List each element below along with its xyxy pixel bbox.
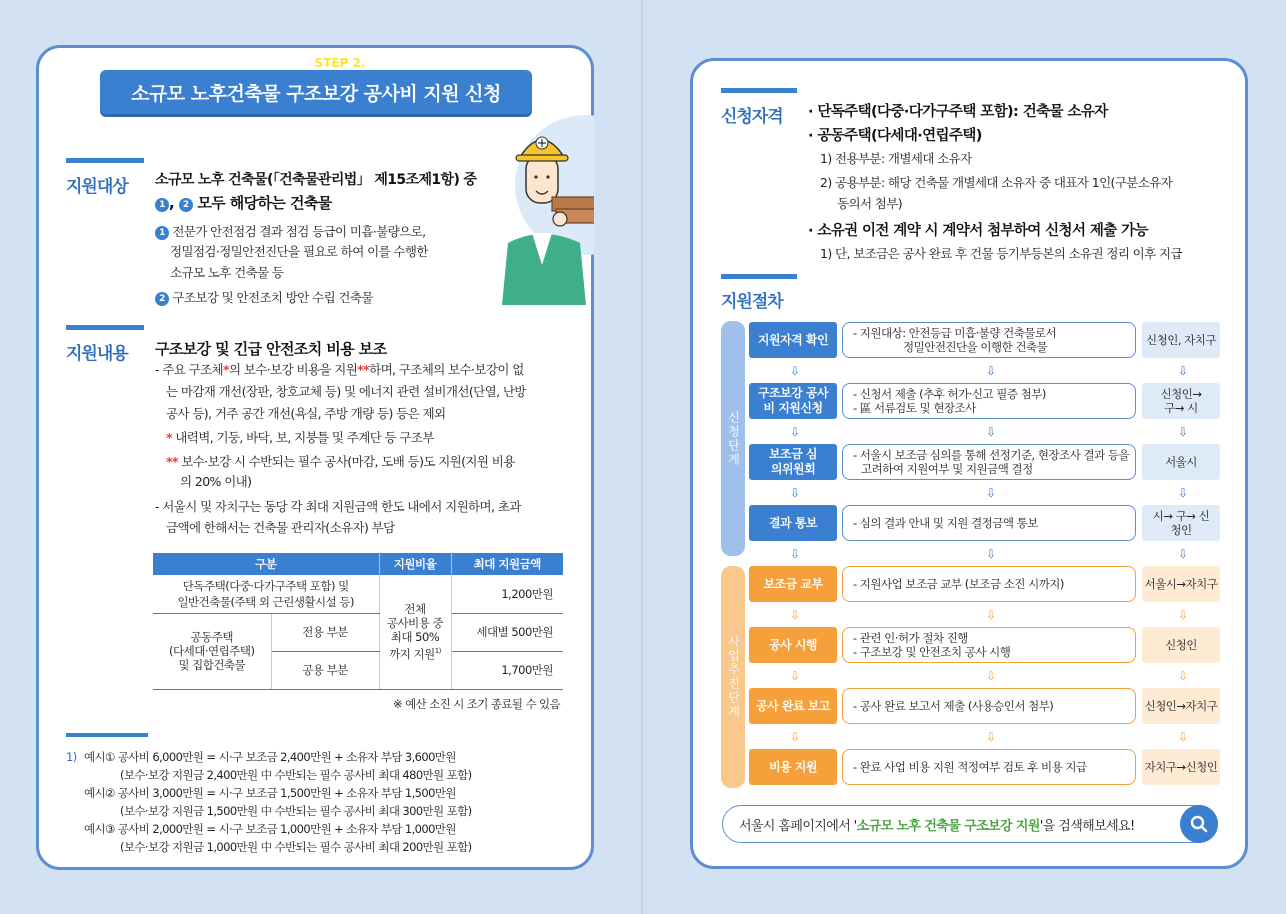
chevron-down-icon: ⇩ [986, 547, 997, 561]
section-bar [721, 88, 797, 93]
search-button[interactable] [1180, 805, 1218, 843]
search-icon [1189, 814, 1209, 834]
step-description: - 심의 결과 안내 및 지원 결정금액 통보 [842, 505, 1136, 541]
step-role: 서울시→자치구 [1142, 566, 1220, 602]
table-header: 지원비율 [379, 553, 451, 575]
section-heading-eligibility: 신청자격 [721, 107, 783, 127]
table-cell: 전용 부분 [271, 613, 379, 651]
target-item1-cont: 소규모 노후 건축물 등 [170, 265, 284, 280]
chevron-down-icon: ⇩ [1178, 486, 1189, 500]
content-note2-cont: 의 20% 이내) [180, 474, 252, 489]
support-table [153, 553, 563, 690]
content-note2: 보수·보강 시 수반되는 필수 공사(마감, 도배 등)도 지원(지원 비용 [181, 454, 515, 469]
eligibility-subitem: 1) 단, 보조금은 공사 완료 후 건물 등기부등본의 소유권 정리 이후 지급 [820, 246, 1182, 261]
section-bar [66, 733, 148, 737]
chevron-down-icon: ⇩ [1178, 425, 1189, 439]
eligibility-item: · 소유권 이전 계약 시 계약서 첨부하여 신청서 제출 가능 [808, 223, 1148, 239]
step-name: 구조보강 공사비 지원신청 [749, 383, 837, 419]
example-1: 예시① 공사비 6,000만원 = 시·구 보조금 2,400만원 + 소유자 부담 3,600만원 [84, 750, 456, 764]
content-paragraph2-cont: 금액에 한해서는 건축물 관리자(소유자) 부담 [166, 520, 395, 535]
table-cell-rate: 전체 공사비용 중 최대 50% 까지 지원$^{1)}$ [379, 575, 451, 689]
chevron-down-icon: ⇩ [1178, 547, 1189, 561]
target-line1: 소규모 노후 건축물(「건축물관리법」 제15조제1항) 중 [155, 172, 477, 188]
section-heading-content: 지원내용 [66, 344, 128, 364]
chevron-down-icon: ⇩ [986, 425, 997, 439]
eligibility-item: · 단독주택(다중·다가구주택 포함): 건축물 소유자 [808, 104, 1108, 120]
table-cell: 공용 부분 [271, 651, 379, 689]
step-description: - 지원사업 보조금 교부 (보조금 소진 시까지) [842, 566, 1136, 602]
step-description: - 서울시 보조금 심의를 통해 선정기준, 현장조사 결과 등을 고려하여 지원여부 및 지원금액 결정 [842, 444, 1136, 480]
table-cell: 공동주택 (다세대·연립주택) 및 집합건축물 [153, 613, 271, 689]
chevron-down-icon: ⇩ [1178, 730, 1189, 744]
target-item2: 구조보강 및 안전조치 방안 수립 건축물 [172, 290, 373, 305]
table-cell: 단독주택(다중·다가구주택 포함) 및 일반건축물(주택 외 근린생활시설 등) [153, 575, 379, 613]
section-bar [66, 158, 144, 163]
chevron-down-icon: ⇩ [790, 486, 801, 500]
step-role: 서울시 [1142, 444, 1220, 480]
chevron-down-icon: ⇩ [790, 425, 801, 439]
target-item1-cont: 정밀점검·정밀안전진단을 필요로 하여 이를 수행한 [170, 244, 428, 259]
example-3: 예시③ 공사비 2,000만원 = 시·구 보조금 1,000만원 + 소유자 부담 1,000만원 [84, 822, 456, 836]
section-heading-target: 지원대상 [66, 177, 128, 197]
chevron-down-icon: ⇩ [790, 364, 801, 378]
step-description: - 신청서 제출 (추후 허가·신고 필증 첨부) - 區 서류검토 및 현장조사 [842, 383, 1136, 419]
step-description: - 공사 완료 보고서 제출 (사용승인서 첨부) [842, 688, 1136, 724]
step-name: 공사 시행 [749, 627, 837, 663]
chevron-down-icon: ⇩ [790, 547, 801, 561]
eligibility-subitem-cont: 동의서 첨부) [837, 196, 903, 211]
chevron-down-icon: ⇩ [1178, 608, 1189, 622]
chevron-down-icon: ⇩ [1178, 364, 1189, 378]
step-description: - 완료 사업 비용 지원 적정여부 검토 후 비용 지급 [842, 749, 1136, 785]
page-title: 소규모 노후건축물 구조보강 공사비 지원 신청 [100, 70, 532, 114]
number-badge: 2 [155, 292, 169, 306]
step-name: 지원자격 확인 [749, 322, 837, 358]
step-label: STEP 2. [314, 56, 366, 70]
number-badge: 2 [179, 198, 193, 212]
chevron-down-icon: ⇩ [1178, 669, 1189, 683]
section-bar [66, 325, 144, 330]
eligibility-item: · 공동주택(다세대·연립주택) [808, 128, 982, 144]
stage-text: 신청단계 [726, 410, 741, 467]
eligibility-subitem: 2) 공용부분: 해당 건축물 개별세대 소유자 중 대표자 1인(구분소유자 [820, 175, 1173, 190]
step-description: - 지원대상: 안전등급 미흡·불량 건축물로서 정밀안전진단을 이행한 건축물 [842, 322, 1136, 358]
stage-label-apply [721, 321, 745, 556]
target-item1: 전문가 안전점검 결과 점검 등급이 미흡·불량으로, [172, 224, 426, 239]
table-cell: 세대별 500만원 [451, 613, 563, 651]
page-fold [641, 0, 643, 914]
example-1-detail: (보수·보강 지원금 2,400만원 中 수반되는 필수 공사비 최대 480만원 포함) [120, 768, 472, 782]
example-marker: 1) [66, 750, 77, 764]
chevron-down-icon: ⇩ [986, 364, 997, 378]
step-name: 공사 완료 보고 [749, 688, 837, 724]
content-title: 구조보강 및 긴급 안전조치 비용 보조 [155, 340, 387, 358]
table-cell: 1,200만원 [451, 575, 563, 613]
step-role: 신청인 [1142, 627, 1220, 663]
section-heading-procedure: 지원절차 [721, 292, 783, 312]
table-footnote: ※ 예산 소진 시 조기 종료될 수 있음 [393, 697, 561, 711]
step-role: 시→ 구→ 신청인 [1142, 505, 1220, 541]
stage-text: 사업추진단계 [726, 635, 741, 719]
table-cell: 1,700만원 [451, 651, 563, 689]
chevron-down-icon: ⇩ [986, 730, 997, 744]
step-name: 보조금 심의위원회 [749, 444, 837, 480]
search-keyword: 소규모 노후 건축물 구조보강 지원 [856, 818, 1040, 834]
example-2: 예시② 공사비 3,000만원 = 시·구 보조금 1,500만원 + 소유자 부담 1,500만원 [84, 786, 456, 800]
step-role: 신청인→자치구 [1142, 688, 1220, 724]
worker-illustration [490, 115, 594, 305]
stage-label-execute [721, 566, 745, 788]
content-paragraph-cont: 공사 등), 거주 공간 개선(욕실, 주방 개량 등) 등은 제외 [166, 406, 446, 421]
step-role: 자치구→신청인 [1142, 749, 1220, 785]
number-badge: 1 [155, 226, 169, 240]
chevron-down-icon: ⇩ [986, 669, 997, 683]
step-name: 비용 지원 [749, 749, 837, 785]
table-header: 최대 지원금액 [451, 553, 563, 575]
step-role: 신청인→ 구→ 시 [1142, 383, 1220, 419]
target-line2: 모두 해당하는 건축물 [197, 194, 332, 212]
table-header: 구분 [153, 553, 379, 575]
chevron-down-icon: ⇩ [986, 608, 997, 622]
section-bar [721, 274, 797, 279]
step-name: 보조금 교부 [749, 566, 837, 602]
content-paragraph-cont: 는 마감재 개선(장판, 창호교체 등) 및 에너지 관련 설비개선(단열, 난방 [166, 384, 526, 399]
content-note1: 내력벽, 기둥, 바닥, 보, 지붕틀 및 주계단 등 구조부 [175, 430, 434, 445]
chevron-down-icon: ⇩ [986, 486, 997, 500]
search-prompt[interactable]: 서울시 홈페이지에서 ' 소규모 노후 건축물 구조보강 지원 '을 검색해보세요! [722, 805, 1218, 843]
chevron-down-icon: ⇩ [790, 669, 801, 683]
chevron-down-icon: ⇩ [790, 730, 801, 744]
content-paragraph2: - 서울시 및 자치구는 동당 각 최대 지원금액 한도 내에서 지원하며, 초과 [155, 499, 521, 514]
content-paragraph: - 주요 구조체*의 보수·보강 비용을 지원**하며, 구조체의 보수·보강이 없 [155, 362, 524, 377]
step-description: - 관련 인·허가 절차 진행 - 구조보강 및 안전조치 공사 시행 [842, 627, 1136, 663]
example-2-detail: (보수·보강 지원금 1,500만원 中 수반되는 필수 공사비 최대 300만원 포함) [120, 804, 472, 818]
number-badge: 1 [155, 198, 169, 212]
step-role: 신청인, 자치구 [1142, 322, 1220, 358]
chevron-down-icon: ⇩ [790, 608, 801, 622]
step-name: 결과 통보 [749, 505, 837, 541]
eligibility-subitem: 1) 전용부분: 개별세대 소유자 [820, 151, 972, 166]
example-3-detail: (보수·보강 지원금 1,000만원 中 수반되는 필수 공사비 최대 200만원 포함) [120, 840, 472, 854]
